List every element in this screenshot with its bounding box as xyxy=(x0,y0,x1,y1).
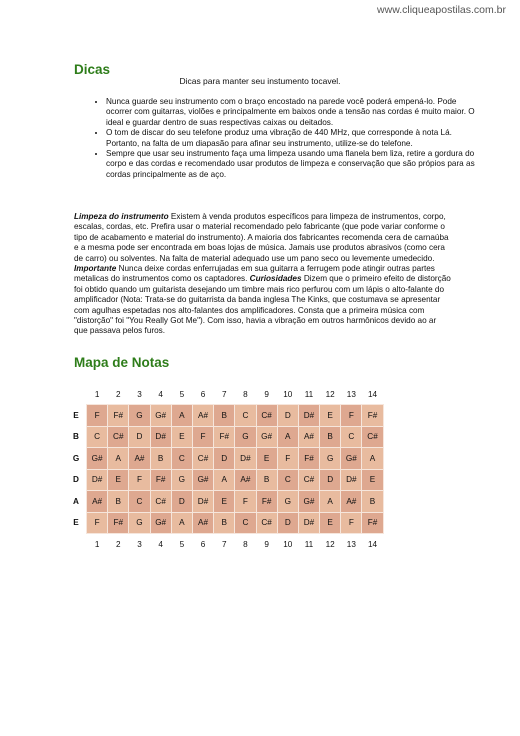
note-cell: A# xyxy=(341,491,362,513)
note-cell: F xyxy=(129,469,150,491)
note-cell: A xyxy=(171,512,192,534)
note-cell: F xyxy=(341,405,362,427)
note-cell: G# xyxy=(341,448,362,470)
note-cell: F xyxy=(235,491,256,513)
note-cell: C xyxy=(171,448,192,470)
note-cell: C xyxy=(341,426,362,448)
fret-number: 14 xyxy=(362,534,383,555)
fret-number: 8 xyxy=(235,384,256,405)
note-cell: D xyxy=(320,469,341,491)
note-cell: A# xyxy=(192,405,213,427)
fret-number: 9 xyxy=(256,384,277,405)
note-cell: B xyxy=(362,491,383,513)
note-cell: C# xyxy=(108,426,129,448)
note-cell: C# xyxy=(192,448,213,470)
top-fret-numbers xyxy=(66,384,383,405)
note-cell: E xyxy=(362,469,383,491)
note-cell: E xyxy=(108,469,129,491)
fret-number: 1 xyxy=(87,534,108,555)
note-cell: A xyxy=(277,426,298,448)
note-cell: G# xyxy=(150,512,171,534)
string-label: E xyxy=(66,512,87,534)
note-cell: G xyxy=(235,426,256,448)
note-cell: C xyxy=(129,491,150,513)
note-cell: A# xyxy=(298,426,319,448)
tip-item: • O tom de discar do seu telefone produz uma vibração de 440 MHz, que corresponde à nota Lá. Portanto, na falta de um diapasão para afinar seu instrumento, utilize-se do telefone. xyxy=(106,128,478,149)
note-cell: F# xyxy=(214,426,235,448)
note-cell: F xyxy=(277,448,298,470)
note-cell: F# xyxy=(108,405,129,427)
site-url[interactable]: www.cliqueapostilas.com.br xyxy=(377,4,506,16)
note-cell: G xyxy=(129,512,150,534)
note-cell: D# xyxy=(235,448,256,470)
care-paragraph xyxy=(74,212,452,337)
fret-number: 12 xyxy=(320,534,341,555)
blank-cell xyxy=(66,384,87,405)
text-importante: Nunca deixe cordas enferrujadas em sua guitarra a ferrugem pode atingir outras partes metalicas do instrumentos como os captadores. xyxy=(74,264,435,284)
fret-number: 3 xyxy=(129,534,150,555)
note-cell: C# xyxy=(150,491,171,513)
fret-number: 5 xyxy=(171,384,192,405)
note-cell: C xyxy=(235,512,256,534)
note-cell: F xyxy=(341,512,362,534)
fret-number: 3 xyxy=(129,384,150,405)
note-cell: C# xyxy=(256,405,277,427)
note-cell: F# xyxy=(298,448,319,470)
note-cell: B xyxy=(150,448,171,470)
text-limpeza: Existem à venda produtos específicos para limpeza de instrumentos, corpo, escalas, cordas, etc. Prefira usar o material recomendado pelo fabricante (que pode variar conforme o tipo de acabamento e material do instrumento). A maioria dos fabricantes recomenda cera de carnaúba e a mesma pode ser encontrada em boas lojas de música. Jamais use produtos abrasivos (como cera de carro) ou solventes. Na falta de material adequado use um pano seco ou levemente umedecido. xyxy=(74,212,449,263)
note-cell: D# xyxy=(150,426,171,448)
heading-limpeza: Limpeza do instrumento xyxy=(74,212,169,221)
note-cell: E xyxy=(214,491,235,513)
note-cell: A# xyxy=(192,512,213,534)
note-cell: C# xyxy=(256,512,277,534)
note-cell: F# xyxy=(256,491,277,513)
note-cell: G xyxy=(320,448,341,470)
note-cell: E xyxy=(320,405,341,427)
fret-number: 6 xyxy=(192,534,213,555)
note-cell: A xyxy=(214,469,235,491)
fret-number: 11 xyxy=(298,384,319,405)
note-cell: D# xyxy=(341,469,362,491)
fret-number: 11 xyxy=(298,534,319,555)
note-cell: G xyxy=(171,469,192,491)
note-cell: C# xyxy=(362,426,383,448)
note-cell: E xyxy=(171,426,192,448)
fret-number: 4 xyxy=(150,384,171,405)
note-cell: E xyxy=(320,512,341,534)
fret-number: 7 xyxy=(214,384,235,405)
fret-number: 14 xyxy=(362,384,383,405)
fret-number: 9 xyxy=(256,534,277,555)
fret-number: 7 xyxy=(214,534,235,555)
blank-cell xyxy=(66,534,87,555)
string-row xyxy=(66,491,383,513)
note-cell: A xyxy=(320,491,341,513)
fret-number: 10 xyxy=(277,384,298,405)
note-cell: F xyxy=(192,426,213,448)
note-cell: D xyxy=(171,491,192,513)
fret-number: 4 xyxy=(150,534,171,555)
string-row xyxy=(66,448,383,470)
note-cell: G# xyxy=(256,426,277,448)
note-cell: F xyxy=(87,512,108,534)
note-cell: D# xyxy=(87,469,108,491)
note-cell: A# xyxy=(129,448,150,470)
note-cell: C xyxy=(235,405,256,427)
dicas-title: Dicas xyxy=(74,62,111,77)
note-cell: F# xyxy=(108,512,129,534)
note-cell: D# xyxy=(298,512,319,534)
string-label: B xyxy=(66,426,87,448)
fret-number: 13 xyxy=(341,534,362,555)
fret-number: 8 xyxy=(235,534,256,555)
note-cell: D# xyxy=(298,405,319,427)
fretboard-table xyxy=(66,384,384,554)
note-cell: B xyxy=(214,512,235,534)
note-cell: F# xyxy=(362,512,383,534)
note-cell: B xyxy=(320,426,341,448)
tips-list xyxy=(74,97,478,180)
note-cell: E xyxy=(256,448,277,470)
note-cell: B xyxy=(256,469,277,491)
note-cell: B xyxy=(214,405,235,427)
note-cell: A xyxy=(171,405,192,427)
string-label: E xyxy=(66,405,87,427)
tip-item: • Nunca guarde seu instrumento com o braço encostado na parede você poderá empená-lo. Pode ocorrer com guitarras, violões e principalmente em baixos onde a tensão nas cordas é muito maior. O ideal e guardar dentro de suas respectivas caixas ou deitados. xyxy=(106,97,478,128)
text-curiosidades: Dizem que o primeiro efeito de distorção foi obtido quando um guitarista desejando um timbre mais rico perfurou com um lápis o alto-falante do amplificador (Nota: Trata-se do guitarrista da banda inglesa The Kinks, que costumava se apresentar com agulhas espetadas nos alto-falantes dos amplificadores. Consta que a primeira música com "distorção" foi "You Really Got Me"). Com isso, havia a vibração em outros harmônicos devido ao ar que passava pelos furos. xyxy=(74,274,451,336)
note-cell: B xyxy=(108,491,129,513)
string-label: A xyxy=(66,491,87,513)
note-cell: C# xyxy=(298,469,319,491)
note-cell: G# xyxy=(150,405,171,427)
heading-importante: Importante xyxy=(74,264,117,274)
tip-item: • Sempre que usar seu instrumento faça uma limpeza usando uma flanela bem liza, retire a gordura do corpo e das cordas e recomendado usar produtos de limpeza e conservação que são própios para as cordas principalmente as de aço. xyxy=(106,149,478,180)
string-row xyxy=(66,405,383,427)
note-cell: D xyxy=(129,426,150,448)
bottom-fret-numbers xyxy=(66,534,383,555)
fret-number: 10 xyxy=(277,534,298,555)
fret-number: 2 xyxy=(108,534,129,555)
note-cell: G# xyxy=(298,491,319,513)
fret-number: 1 xyxy=(87,384,108,405)
note-cell: D xyxy=(277,512,298,534)
string-row xyxy=(66,469,383,491)
heading-curiosidades: Curiosidades xyxy=(249,274,302,284)
fret-number: 12 xyxy=(320,384,341,405)
note-cell: G xyxy=(277,491,298,513)
note-cell: A xyxy=(362,448,383,470)
string-row xyxy=(66,426,383,448)
fret-number: 2 xyxy=(108,384,129,405)
note-cell: G# xyxy=(87,448,108,470)
note-cell: D# xyxy=(192,491,213,513)
string-label: D xyxy=(66,469,87,491)
note-cell: G xyxy=(129,405,150,427)
note-cell: C xyxy=(277,469,298,491)
note-cell: F xyxy=(87,405,108,427)
dicas-subtitle: Dicas para manter seu instumento tocavel. xyxy=(179,76,341,86)
fret-number: 6 xyxy=(192,384,213,405)
note-cell: D xyxy=(277,405,298,427)
note-cell: F# xyxy=(150,469,171,491)
note-cell: G# xyxy=(192,469,213,491)
fret-number: 5 xyxy=(171,534,192,555)
mapa-title: Mapa de Notas xyxy=(74,355,170,370)
note-cell: A# xyxy=(235,469,256,491)
string-label: G xyxy=(66,448,87,470)
note-cell: F# xyxy=(362,405,383,427)
fret-number: 13 xyxy=(341,384,362,405)
note-cell: A# xyxy=(87,491,108,513)
note-cell: D xyxy=(214,448,235,470)
note-cell: A xyxy=(108,448,129,470)
note-cell: C xyxy=(87,426,108,448)
string-row xyxy=(66,512,383,534)
